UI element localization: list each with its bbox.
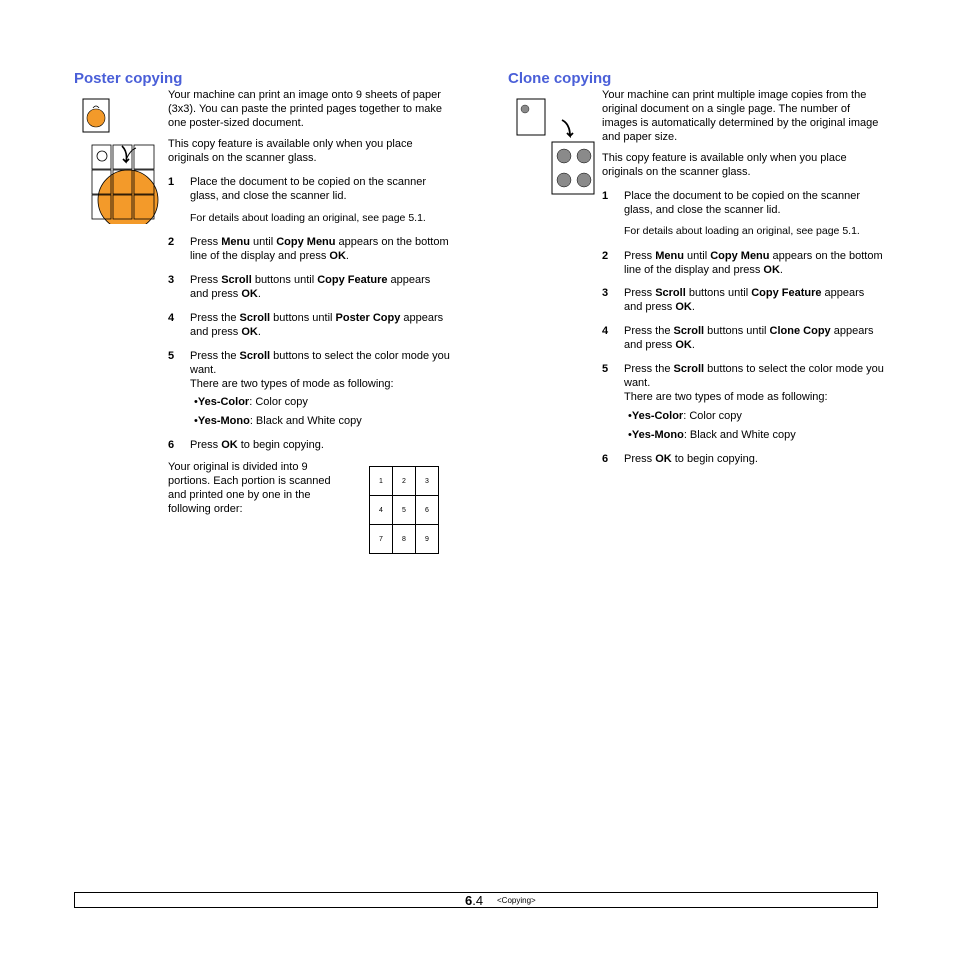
- step-text: Press OK to begin copying.: [624, 453, 758, 465]
- step-text: Press OK to begin copying.: [190, 439, 324, 451]
- clone-illustration: [516, 98, 598, 196]
- step-text: Press Scroll buttons until Copy Feature appears and press OK.: [624, 287, 865, 313]
- step-text: Press Menu until Copy Menu appears on the bottom line of the display and press OK.: [190, 236, 449, 262]
- grid-cell: 7: [370, 525, 393, 554]
- clone-note: For details about loading an original, see page 5.1.: [624, 225, 860, 237]
- grid-cell: 3: [416, 467, 439, 496]
- clone-step-5: [602, 362, 884, 404]
- grid-cell: 6: [416, 496, 439, 525]
- step-text: Place the document to be copied on the scanner glass, and close the scanner lid.: [624, 190, 861, 216]
- poster-copying-heading: Poster copying: [74, 70, 183, 87]
- poster-grid-icon: [92, 145, 158, 224]
- grid-row: [370, 496, 439, 525]
- clone-step-1: [602, 189, 884, 217]
- arrow-down-icon: [562, 120, 573, 136]
- poster-step-2: [168, 235, 450, 263]
- poster-step-3: [168, 273, 450, 301]
- chapter-name: <Copying>: [497, 896, 536, 905]
- step-number: 3: [168, 274, 175, 286]
- poster-intro-text: Your machine can print an image onto 9 sheets of paper (3x3). You can paste the printed pages together to make one poster-sized document.: [168, 89, 442, 129]
- small-gray-apple-icon: [521, 105, 529, 113]
- step-text: Press Menu until Copy Menu appears on the bottom line of the display and press OK.: [624, 250, 883, 276]
- step-text: Place the document to be copied on the scanner glass, and close the scanner lid.: [190, 176, 427, 202]
- poster-mode-color: •Yes-Color: Color copy: [194, 396, 308, 408]
- poster-availability-text: This copy feature is available only when you place originals on the scanner glass.: [168, 138, 413, 164]
- step-number: 3: [602, 287, 609, 299]
- clone-availability: [602, 151, 882, 179]
- gray-apple-icon: [557, 149, 571, 163]
- clone-step-4: [602, 324, 884, 352]
- step-text: Press the Scroll buttons to select the color mode you want. There are two types of mode as following:: [624, 363, 884, 403]
- poster-step-1: [168, 175, 450, 203]
- step-number: 5: [602, 363, 609, 375]
- grid-cell: 8: [393, 525, 416, 554]
- grid-row: [370, 467, 439, 496]
- step-number: 6: [602, 453, 609, 465]
- clone-mode-mono: •Yes-Mono: Black and White copy: [628, 429, 796, 441]
- clone-step-3: [602, 286, 884, 314]
- step-text: Press the Scroll buttons until Poster Copy appears and press OK.: [190, 312, 444, 338]
- clone-mode-color: •Yes-Color: Color copy: [628, 410, 742, 422]
- poster-order-grid: [369, 466, 439, 554]
- grid-cell: 2: [393, 467, 416, 496]
- clone-step-2: [602, 249, 884, 277]
- grid-row: [370, 525, 439, 554]
- clone-intro: [602, 88, 882, 144]
- grid-cell: 1: [370, 467, 393, 496]
- page-number: 6.4: [465, 893, 484, 908]
- grid-cell: 4: [370, 496, 393, 525]
- clone-availability-text: This copy feature is available only when you place originals on the scanner glass.: [602, 152, 847, 178]
- poster-mode-mono: •Yes-Mono: Black and White copy: [194, 415, 362, 427]
- step-number: 4: [168, 312, 175, 324]
- clone-copying-heading: Clone copying: [508, 70, 612, 87]
- gray-apple-icon: [557, 173, 571, 187]
- small-orange-icon: [87, 109, 105, 127]
- poster-availability: [168, 137, 448, 165]
- step-number: 4: [602, 325, 609, 337]
- arrow-down-icon: [122, 146, 129, 162]
- poster-illustration: [82, 98, 162, 224]
- poster-step-4: [168, 311, 450, 339]
- poster-step-5: [168, 349, 450, 391]
- step-text: Press the Scroll buttons to select the color mode you want. There are two types of mode as following:: [190, 350, 450, 390]
- gray-apple-icon: [577, 173, 591, 187]
- step-number: 1: [168, 176, 175, 188]
- clone-intro-text: Your machine can print multiple image copies from the original document on a single page. The number of images is automatically determined by the original image and paper size.: [602, 89, 879, 143]
- step-number: 6: [168, 439, 175, 451]
- page-footer: [74, 892, 878, 908]
- step-text: Press Scroll buttons until Copy Feature appears and press OK.: [190, 274, 431, 300]
- grid-cell: 9: [416, 525, 439, 554]
- clone-step-6: [602, 452, 884, 466]
- poster-intro: [168, 88, 448, 130]
- step-text: Press the Scroll buttons until Clone Copy appears and press OK.: [624, 325, 874, 351]
- original-page-icon: [517, 99, 545, 135]
- poster-step-6: [168, 438, 450, 452]
- step-number: 2: [168, 236, 175, 248]
- step-number: 1: [602, 190, 609, 202]
- grid-cell: 5: [393, 496, 416, 525]
- poster-note: For details about loading an original, see page 5.1.: [190, 212, 426, 224]
- step-number: 5: [168, 350, 175, 362]
- poster-order-text: Your original is divided into 9 portions. Each portion is scanned and printed one by one in the following order:: [168, 461, 331, 515]
- gray-apple-icon: [577, 149, 591, 163]
- step-number: 2: [602, 250, 609, 262]
